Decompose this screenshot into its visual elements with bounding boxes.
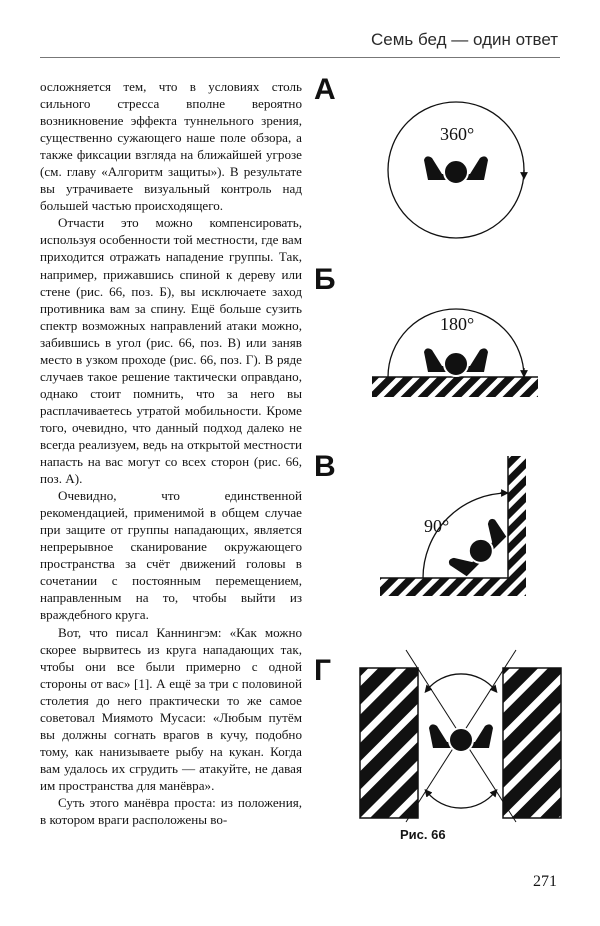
panel-letter-g: Г	[314, 654, 332, 687]
person-icon	[424, 156, 488, 184]
paragraph-2: Отчасти это можно компенсировать, используя особенности той местности, где вам приходится отражать нападение группы. Так, например, прижавшись спиной к дереву или стене (рис. 66, поз. Б), вы исключаете заход противника вам за спину. Ещё больше сузить спектр возможных направлений атаки можно, забившись в угол (рис. 66, поз. В) или заняв место в узком проходе (рис. 66, поз. Г). В ряде случаев такое решение тактически оправдано, однако стоит помнить, что за него вы расплачиваетесь утратой мобильности. Кроме того, очевидно, что данный подход далеко не всегда реализуем, ведь на открытой местности напасть на вас могут со всех сторон (рис. 66, поз. А).	[40, 215, 302, 487]
page-number: 271	[533, 873, 557, 890]
wall-vertical	[508, 456, 526, 596]
paragraph-1: осложняется тем, что в условиях столь сильного стресса вполне вероятно возникновение эффекта туннельного зрения, существенно сужающего наше поле обзора, а также фиксации взгляда на ближайшей угрозе (см. главу «Алгоритм защиты»). В результате вы утрачиваете визуальный контроль над большей частью происходящего.	[40, 79, 302, 214]
running-header: Семь бед — один ответ	[371, 30, 558, 49]
angle-label-90: 90°	[424, 516, 450, 536]
back-arc	[427, 792, 495, 808]
angle-label-180: 180°	[440, 314, 475, 334]
wall-horizontal	[380, 578, 526, 596]
panel-v	[380, 456, 526, 596]
panel-b	[372, 309, 538, 397]
panel-letter-v: В	[314, 450, 336, 483]
paragraph-3: Очевидно, что единственной рекомендацией, применимой в общем случае при защите от группы нападающих, является непрерывное сканирование окружающего пространства за счёт движений головы в сочетании с постоянным перемещением, направленным на то, чтобы выйти из враждебного круга.	[40, 488, 302, 623]
person-icon	[447, 517, 512, 582]
panel-letter-a: А	[314, 73, 336, 106]
angle-label-360: 360°	[440, 124, 475, 144]
panel-a	[388, 102, 524, 238]
person-icon	[424, 348, 488, 376]
paragraph-5: Суть этого манёвра проста: из положения, в котором враги расположены во-	[40, 794, 302, 828]
wall-left	[360, 668, 418, 818]
wall-right	[503, 668, 561, 818]
paragraph-4: Вот, что писал Каннингэм: «Как можно скорее вырвитесь из круга нападающих так, чтобы они все были примерно с одной стороны от вас» [1]. А ещё за три с половиной столетия до него практически то же самое советовал Миямото Мусаси: «Любым путём вы должны согнать врагов в кучу, подобно тому, как нанизываете рыбу на кукан. Когда вам удалось их сгрудить — атакуйте, не давая им пространства для манёвра».	[40, 624, 302, 793]
front-arc	[427, 674, 495, 690]
person-icon	[429, 724, 493, 752]
figure-caption: Рис. 66	[400, 827, 446, 842]
panel-letter-b: Б	[314, 263, 336, 296]
panel-g	[360, 650, 561, 822]
wall	[372, 377, 538, 397]
